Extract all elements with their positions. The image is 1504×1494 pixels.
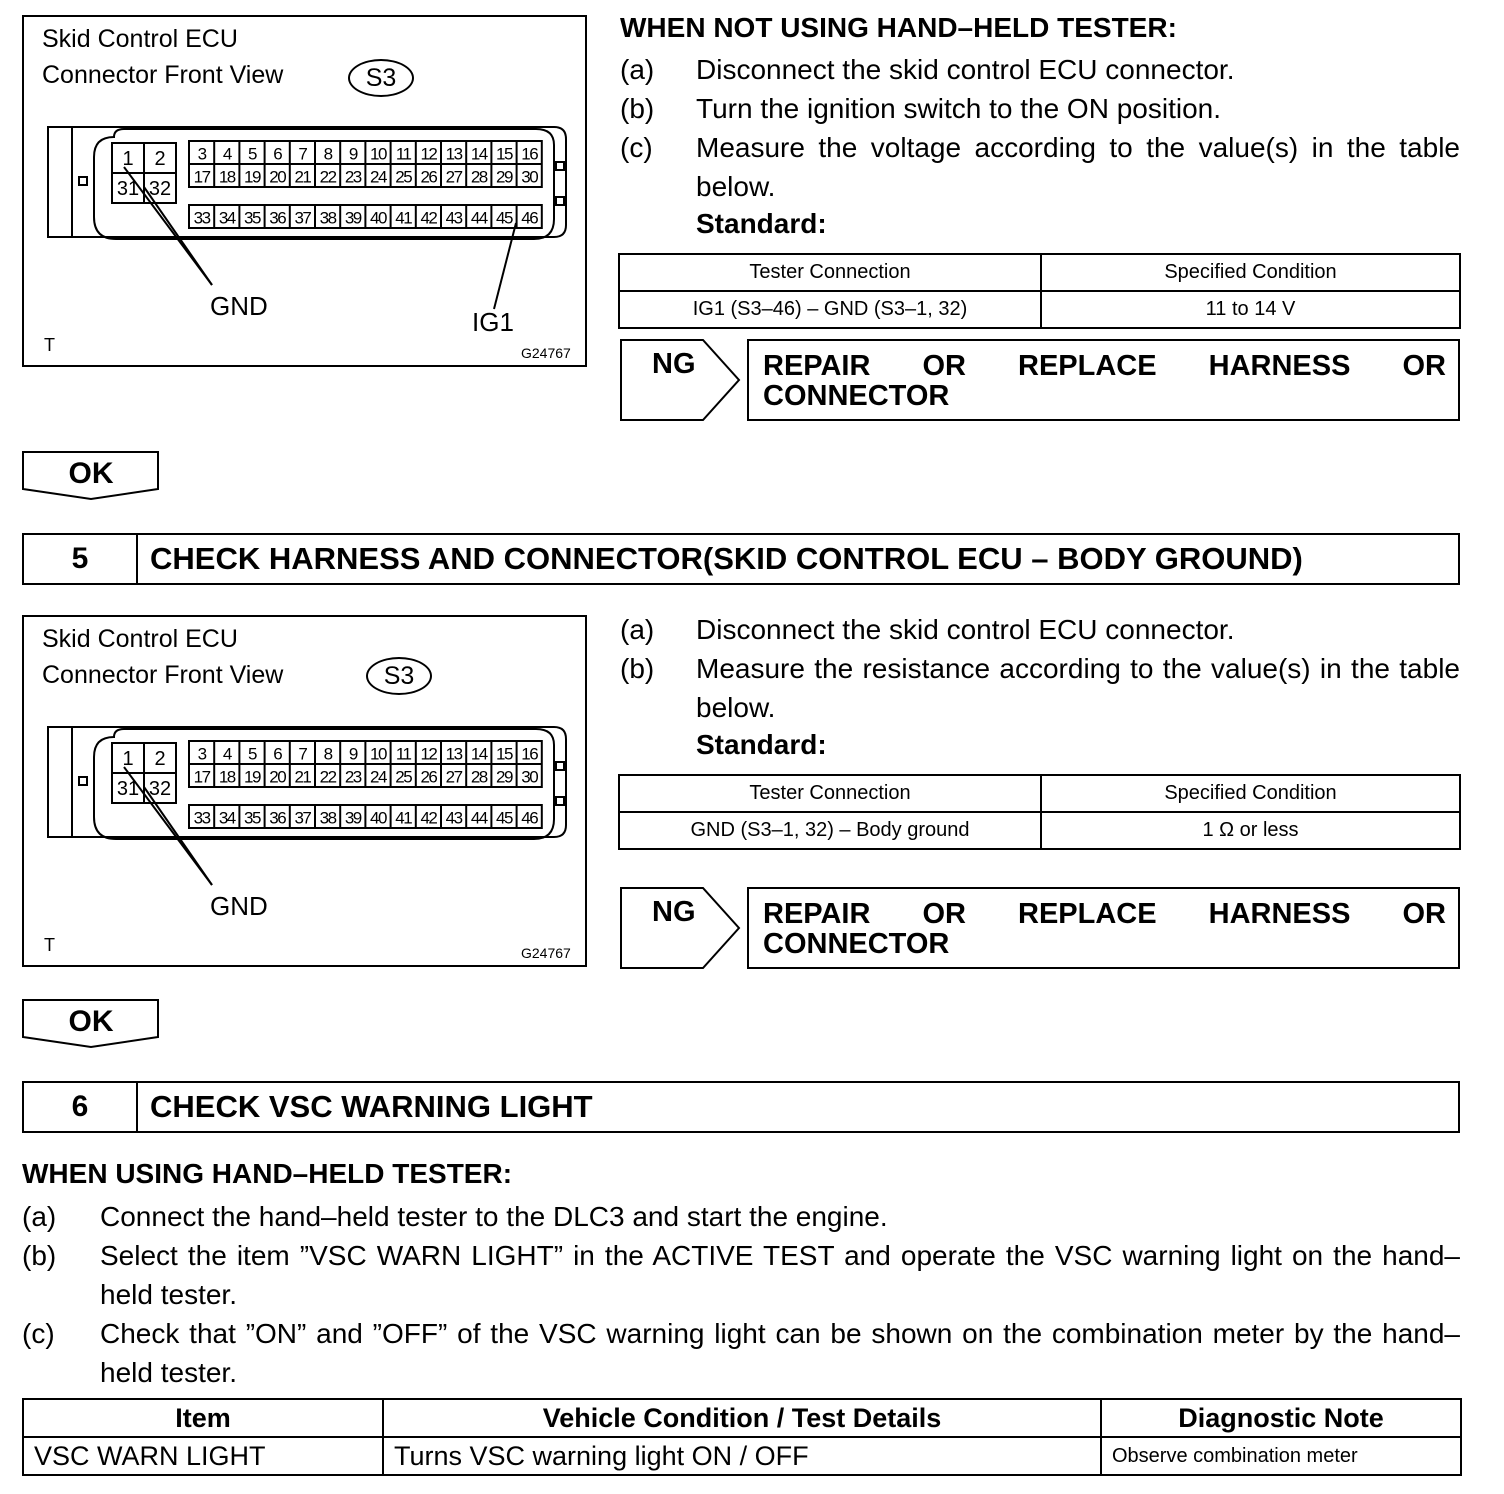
ok-label: OK (68, 1005, 114, 1038)
pin-label: 36 (269, 208, 286, 228)
pin-label: 4 (222, 144, 231, 164)
table-header: Diagnostic Note (1101, 1399, 1461, 1437)
pin-label: 6 (273, 144, 282, 164)
pin-label: 42 (420, 808, 437, 828)
connector-code-badge: S3 (348, 59, 414, 97)
step-a (620, 50, 1462, 89)
pin-label: 13 (445, 744, 462, 764)
step-letter: (b) (620, 93, 655, 124)
table-cell: 11 to 14 V (1041, 291, 1460, 328)
step-a (22, 1197, 1462, 1236)
step-letter: (b) (620, 653, 655, 684)
pin-label: 45 (496, 808, 512, 828)
pin-label: 42 (420, 208, 437, 228)
pin-label: 38 (319, 208, 336, 228)
latch-tab (556, 762, 564, 770)
step-text: Disconnect the skid control ECU connector. (696, 54, 1235, 85)
ig1-label: IG1 (472, 307, 514, 337)
pin-label: 15 (496, 744, 512, 764)
pin-label: 33 (193, 208, 210, 228)
latch-tab (79, 777, 87, 785)
figure-title-line2: Connector Front View (42, 61, 284, 89)
pin-label: 30 (521, 167, 538, 187)
pin-label: 18 (218, 767, 235, 787)
pin-label: 29 (496, 167, 512, 187)
pin-label: 10 (370, 744, 386, 764)
pin-label: 11 (395, 144, 411, 164)
step-letter: (a) (620, 54, 655, 85)
spec-table-voltage (618, 253, 1461, 329)
step-letter: (a) (22, 1201, 57, 1232)
pin-label: 32 (148, 778, 172, 800)
pin-label: 35 (244, 808, 260, 828)
step-b (22, 1236, 1462, 1314)
pin-label: 41 (395, 208, 412, 228)
step-title: CHECK HARNESS AND CONNECTOR(SKID CONTROL ECU – BODY GROUND) (150, 541, 1303, 576)
table-header: Tester Connection (619, 254, 1041, 291)
pin-label: 21 (294, 167, 311, 187)
pin-label: 23 (344, 767, 361, 787)
pin-label: 43 (445, 808, 462, 828)
table-header: Specified Condition (1041, 775, 1460, 812)
pin-label: 4 (222, 744, 231, 764)
latch-tab (556, 197, 564, 205)
pin-label: 22 (319, 767, 336, 787)
pin-label: 25 (395, 167, 412, 187)
ng-action-text: REPAIR OR REPLACE HARNESS OR CONNECTOR (763, 350, 1446, 412)
pin-label: 23 (344, 167, 361, 187)
pin-label: 20 (269, 167, 286, 187)
section-heading-no-tester: WHEN NOT USING HAND–HELD TESTER: (620, 12, 1177, 43)
pin-label: 41 (395, 808, 412, 828)
pin-label: 38 (319, 808, 336, 828)
section-heading-with-tester: WHEN USING HAND–HELD TESTER: (22, 1158, 513, 1189)
pin-label: 28 (470, 767, 487, 787)
pin-label: 35 (244, 208, 260, 228)
pin-label: 31 (116, 778, 140, 800)
step-text: Connect the hand–held tester to the DLC3 and start the engine. (100, 1201, 888, 1232)
step-b (620, 649, 1462, 727)
table-cell: Turns VSC warning light ON / OFF (383, 1437, 1101, 1475)
pin-label: 14 (470, 144, 487, 164)
pin-label: 10 (370, 144, 386, 164)
step-text: Measure the voltage according to the value(s) in the table below. (696, 132, 1460, 202)
table-cell: IG1 (S3–46) – GND (S3–1, 32) (619, 291, 1041, 328)
pin-label: 15 (496, 144, 512, 164)
gnd-label: GND (210, 891, 268, 921)
figure-code: G24767 (521, 345, 571, 361)
pin-label: 12 (420, 144, 437, 164)
pin-label: 25 (395, 767, 412, 787)
step-5-header (22, 533, 1460, 585)
ng-action-text: REPAIR OR REPLACE HARNESS OR CONNECTOR (763, 898, 1446, 960)
pin-label: 46 (521, 208, 538, 228)
pin-label: 45 (496, 208, 512, 228)
pin-label: 26 (420, 167, 437, 187)
pin-label: 3 (197, 144, 206, 164)
pin-label: 29 (496, 767, 512, 787)
ig1-leader-line (494, 223, 516, 309)
ng-label: NG (652, 348, 696, 380)
pin-label: 16 (521, 144, 538, 164)
pin-label: 31 (116, 178, 140, 200)
pin-label: 8 (323, 744, 332, 764)
pin-label: 28 (470, 167, 487, 187)
pin-label: 27 (445, 167, 462, 187)
table-header: Specified Condition (1041, 254, 1460, 291)
pin-label: 44 (470, 208, 487, 228)
pin-label: 40 (370, 208, 386, 228)
pin-label: 2 (154, 148, 166, 170)
pin-label: 9 (348, 144, 357, 164)
pin-label: 18 (218, 167, 235, 187)
latch-tab (79, 177, 87, 185)
pin-label: 24 (370, 167, 386, 187)
pin-label: 24 (370, 767, 386, 787)
pin-label: 36 (269, 808, 286, 828)
corner-mark: T (44, 335, 55, 355)
latch-tab (556, 162, 564, 170)
pin-label: 43 (445, 208, 462, 228)
figure-code: G24767 (521, 945, 571, 961)
pin-label: 9 (348, 744, 357, 764)
pin-label: 16 (521, 744, 538, 764)
step-letter: (b) (22, 1240, 57, 1271)
pin-label: 1 (122, 748, 134, 770)
pin-label: 7 (298, 144, 307, 164)
connector-figure-2 (22, 615, 587, 967)
gnd-label: GND (210, 291, 268, 321)
step-b (620, 89, 1462, 128)
step-text: Disconnect the skid control ECU connector. (696, 614, 1235, 645)
table-cell: GND (S3–1, 32) – Body ground (619, 812, 1041, 849)
pin-label: 14 (470, 744, 487, 764)
step-c (620, 128, 1462, 206)
pin-label: 21 (294, 767, 311, 787)
pin-label: 26 (420, 767, 437, 787)
step-6-header (22, 1081, 1460, 1133)
pin-label: 46 (521, 808, 538, 828)
figure-title-line1: Skid Control ECU (42, 625, 238, 653)
pin-label: 5 (248, 144, 256, 164)
step-title: CHECK VSC WARNING LIGHT (150, 1089, 593, 1124)
pin-label: 12 (420, 744, 437, 764)
pin-label: 37 (294, 808, 311, 828)
ng-label: NG (652, 896, 696, 928)
standard-label: Standard: (696, 208, 827, 239)
table-header: Vehicle Condition / Test Details (383, 1399, 1101, 1437)
pin-label: 34 (218, 808, 235, 828)
ok-arrow-2 (22, 999, 160, 1049)
pin-label: 27 (445, 767, 462, 787)
pin-label: 2 (154, 748, 166, 770)
pin-label: 40 (370, 808, 386, 828)
pin-label: 3 (197, 744, 206, 764)
pin-label: 34 (218, 208, 235, 228)
ng-action-box (747, 887, 1460, 969)
step-letter: (a) (620, 614, 655, 645)
step-a (620, 610, 1462, 649)
step-number: 6 (24, 1083, 138, 1131)
pin-label: 37 (294, 208, 311, 228)
step-text: Select the item ”VSC WARN LIGHT” in the ACTIVE TEST and operate the VSC warning light on the hand–held tester. (100, 1240, 1460, 1310)
pin-label: 17 (193, 767, 210, 787)
table-cell: Observe combination meter (1101, 1437, 1461, 1475)
pin-label: 11 (395, 744, 411, 764)
step-number: 5 (24, 535, 138, 583)
latch-tab (556, 797, 564, 805)
pin-label: 20 (269, 767, 286, 787)
pin-label: 19 (244, 167, 260, 187)
active-test-table (22, 1398, 1462, 1476)
step-text: Check that ”ON” and ”OFF” of the VSC warning light can be shown on the combination meter by the hand–held tester. (100, 1318, 1460, 1388)
pin-label: 1 (122, 148, 134, 170)
pin-label: 19 (244, 767, 260, 787)
figure-title-line2: Connector Front View (42, 661, 284, 689)
table-cell: VSC WARN LIGHT (23, 1437, 383, 1475)
pin-label: 44 (470, 808, 487, 828)
pin-label: 13 (445, 144, 462, 164)
ok-arrow-1 (22, 451, 160, 501)
ng-action-box (747, 339, 1460, 421)
connector-figure-1 (22, 15, 587, 367)
table-cell: 1 Ω or less (1041, 812, 1460, 849)
connector-code-badge: S3 (366, 657, 432, 695)
pin-label: 17 (193, 167, 210, 187)
pin-label: 39 (344, 808, 361, 828)
figure-title-line1: Skid Control ECU (42, 25, 238, 53)
step-letter: (c) (620, 132, 653, 163)
pin-label: 7 (298, 744, 307, 764)
pin-label: 32 (148, 178, 172, 200)
step-c (22, 1314, 1462, 1392)
pin-label: 39 (344, 208, 361, 228)
step-letter: (c) (22, 1318, 55, 1349)
table-header: Tester Connection (619, 775, 1041, 812)
step-text: Turn the ignition switch to the ON position. (696, 93, 1221, 124)
pin-label: 22 (319, 167, 336, 187)
pin-label: 30 (521, 767, 538, 787)
step-text: Measure the resistance according to the value(s) in the table below. (696, 653, 1460, 723)
pin-label: 33 (193, 808, 210, 828)
table-header: Item (23, 1399, 383, 1437)
ok-label: OK (68, 457, 114, 490)
pin-label: 8 (323, 144, 332, 164)
spec-table-resistance (618, 774, 1461, 850)
pin-label: 5 (248, 744, 256, 764)
corner-mark: T (44, 935, 55, 955)
standard-label: Standard: (696, 729, 827, 760)
pin-label: 6 (273, 744, 282, 764)
